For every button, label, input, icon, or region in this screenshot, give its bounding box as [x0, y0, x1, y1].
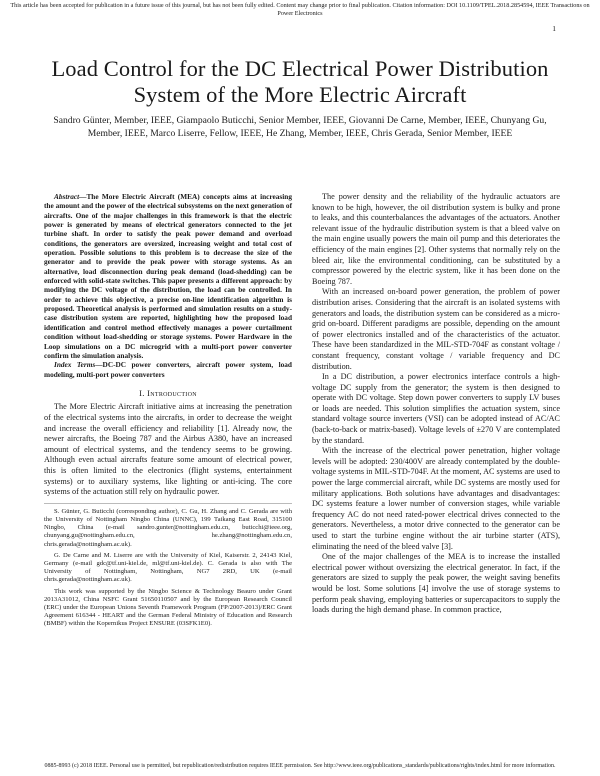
index-terms-lead: Index Terms — [54, 360, 96, 370]
body-paragraph: One of the major challenges of the MEA is to increase the installed electrical power without oversizing the electrical generator. In fact, if the generators are sized to supply the peak power, the weight saving benefits would be lost. Some solutions [4] involve the use of storage systems to perform peak shaving, employing batteries or supercapacitors to supply the loads during the high demand phase. In common practice, — [312, 552, 560, 615]
paper-title: Load Control for the DC Electrical Power Distribution System of the More Electric Aircraft — [51, 56, 549, 107]
footnote: This work was supported by the Ningbo Science & Technology Beauro under Grant 2013A31012, China NSFC Grant 51650110507 and by the European Research Council (ERC) under the European Unions Seventh Framework Program (FP/2007-2013)/ERC Grant Agreement 616344 - HEART and the German Federal Ministry of Education and Research (BMBF) within the Kopernikus Project ENSURE (03SFK1E0). — [44, 587, 292, 628]
left-column — [44, 192, 292, 632]
abstract-lead: Abstract — [54, 192, 80, 201]
page-number: 1 — [552, 24, 556, 33]
body-paragraph: With an increased on-board power generation, the problem of power distribution arises. Considering that the aircraft is an isolated systems with generators and loads, the distribution system can be considered as a micro-grid on-board. Different paradigms are possible, depending on the amount of power electronics installed and of the characteristics of the actuator. These have been standardized in the MIL-STD-704F as constant voltage / constant frequency, constant voltage / variable frequency and DC distribution. — [312, 287, 560, 371]
right-column — [312, 192, 560, 616]
author-footnotes — [44, 503, 292, 629]
footnote: S. Günter, G. Buticchi (corresponding author), C. Gu, H. Zhang and C. Gerada are with the University of Nottingham Ningbo China (UNNC), 199 Taikang East Road, 315100 Ningbo, China (e-mail sandro.gunter@nottingham.edu.cn, buticchi@ieee.org, chunyang.gu@nottingham.edu.cn, he.zhang@nottingham.edu.cn, chris.gerada@nottingham.ac.uk). — [44, 507, 292, 548]
body-paragraph: The power density and the reliability of the hydraulic actuators are known to be high, however, the oil distribution system is bulky and prone to leaks, and this counterbalances the advantages of the actuators. Another relevant issue of the hydraulic distribution system is that a bleed valve on the main engine usually powers the main oil pump and this deteriorates the efficiency of the main engines [2]. Other systems that normally rely on the bleed air, like the environmental conditioning, can be substituted by a compressor powered by the electric system, like it has been done on the Boeing 787. — [312, 192, 560, 286]
copyright-footer: 0885-8993 (c) 2018 IEEE. Personal use is permitted, but republication/redistribution requires IEEE permission. See http://www.ieee.org/publications_standards/publications/rights/index.html for more information. — [44, 763, 556, 769]
abstract — [44, 192, 292, 360]
body-paragraph: With the increase of the electrical power penetration, higher voltage levels will be adopted: 230/400V are already contemplated by the double-voltage systems in MIL-STD-704F. At the moment, AC systems are used to power the large commercial aircraft, while DC systems are mostly used for military applications. Both solutions have advantages and disadvantages: DC systems feature a lower number of conversion stages, while variable frequency AC do not need rated-power electrical drives connected to the generators. Nevertheless, a motor drive connected to the generator can be used to start the turbine engine without the air turbine starter (ATS), eliminating the need of the bleed valve [3]. — [312, 446, 560, 551]
index-terms — [44, 360, 292, 379]
section-title: Introduction — [147, 387, 197, 398]
journal-notice: This article has been accepted for publication in a future issue of this journal, but has not been fully edited. Content may change prior to final publication. Citation information: DOI 10.1109/TPEL.2018.2854594, IEEE Transactions on Power Electronics — [10, 2, 590, 17]
section-heading — [44, 388, 292, 399]
section-numeral: I. — [139, 387, 145, 398]
index-terms-text: —DC-DC power converters, aircraft power system, load modeling, multi-port power converters — [44, 360, 292, 379]
abstract-text: —The More Electric Aircraft (MEA) concepts aims at increasing the amount and the power of the electrical subsystems on the next generation of aircrafts. One of the major challenges in this framework is that the electric power is generated by means of electrical generators connected to the jet turbine shaft. In order to satisfy the peak power demand and overload conditions, the generators are oversized, increasing weight and total cost of operation. Possible solutions to this problem is to decrease the size of the generator and to provide the peak power with storage systems. As an alternative, load disconnection during peak demand (load-shedding) can be enforced with solid-state switches. This paper presents a different approach: by modifying the DC voltage of the distribution, the load can be controlled. In order to achieve this objective, a precise on-line identification algorithm is proposed. Theoretical analysis is performed and simulation results on a study-case distribution system are reported, highlighting how the proposed load identification and control method effectively manages a power curtailment condition without load-shedding or storage systems. Power Hardware in the Loop simulations on a DC microgrid with a multi-port power converter confirm the simulation analysis. — [44, 192, 292, 360]
footnote: G. De Carne and M. Liserre are with the University of Kiel, Kaiserstr. 2, 24143 Kiel, Germany (e-mail gdc@tf.uni-kiel.de, ml@tf.uni-kiel.de). C. Gerada is also with The University of Nottingham, Nottingham, NG7 2RD, UK (e-mail chris.gerada@nottingham.ac.uk). — [44, 551, 292, 584]
author-list: Sandro Günter, Member, IEEE, Giampaolo Buticchi, Senior Member, IEEE, Giovanni De Carne, Member, IEEE, Chunyang Gu, Member, IEEE, Marco Liserre, Fellow, IEEE, He Zhang, Member, IEEE, Chris Gerada, Senior Member, IEEE — [53, 115, 547, 139]
body-paragraph: In a DC distribution, a power electronics interface controls a high-voltage DC supply from the generator; the system is then designed to operate with DC voltage. Step down power converters to supply LV buses or loads are needed. This solution simplifies the actuation system, since standard voltage source inverters (VSI) can be adopted instead of AC/AC (back-to-back or matrix-based). Voltage levels of ±270 V are contemplated by the standard. — [312, 372, 560, 445]
body-paragraph: The More Electric Aircraft initiative aims at increasing the penetration of the electrical systems into the aircrafts, in order to decrease the weight and increase the overall efficiency and reliability [1]. Already now, the newer aircrafts, the Boeing 787 and the Airbus A380, have an increased amount of electrical systems, and the tendency seems to be growing. Although even actual aircrafts feature some amount of electrical power, this is often limited to the electronics (flight systems, entertainment systems) or to auxiliary systems, like lighting or anti-icing. The core systems of the actuation still rely on hydraulic power. — [44, 402, 292, 497]
